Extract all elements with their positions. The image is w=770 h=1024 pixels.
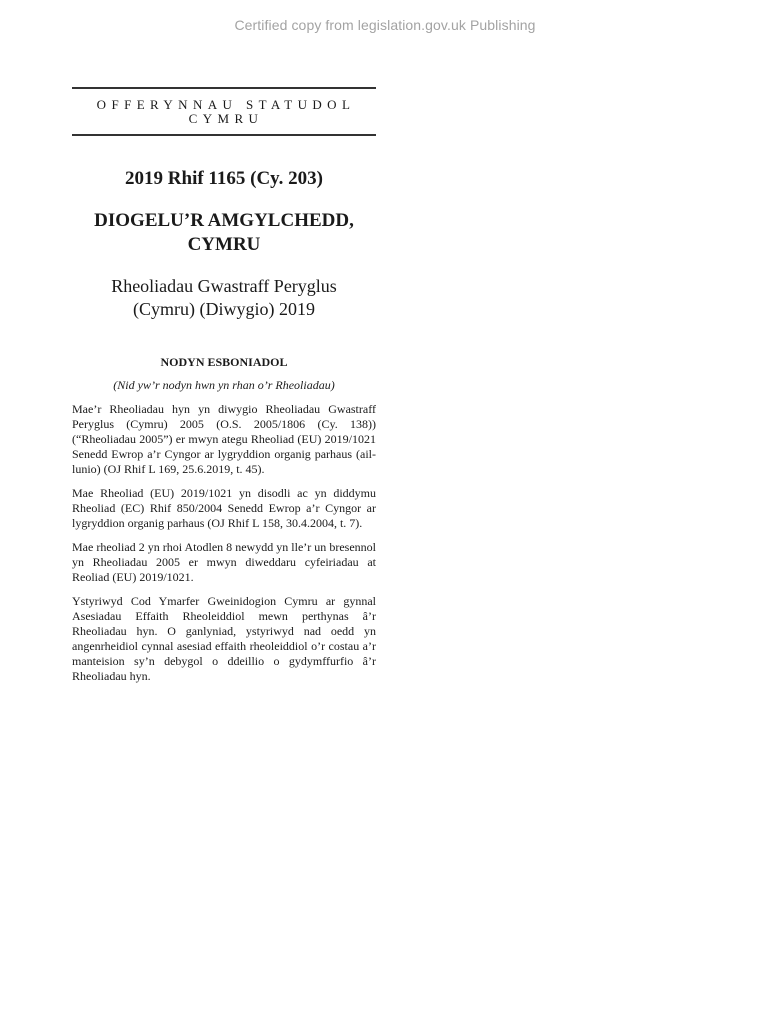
bottom-rule: [72, 134, 376, 136]
note-paragraph: Mae Rheoliad (EU) 2019/1021 yn disodli ac yn diddymu Rheoliad (EC) Rhif 850/2004 Senedd Ewrop a’r Cyngor ar lygryddion organig parhaus (OJ Rhif L 158, 30.4.2004, t. 7).: [72, 486, 376, 530]
series-header: [72, 89, 376, 134]
subject-heading: [72, 209, 376, 257]
title-line-2: (Cymru) (Diwygio) 2019: [133, 299, 315, 319]
subject-line-1: DIOGELU’R AMGYLCHEDD,: [94, 210, 354, 231]
explanatory-note-body: [72, 402, 376, 684]
series-line-1: OFFERYNNAU STATUDOL: [96, 97, 356, 112]
note-paragraph: Mae rheoliad 2 yn rhoi Atodlen 8 newydd yn lle’r un bresennol yn Rheoliadau 2005 er mwyn diweddaru cyfeiriadau at Reoliad (EU) 2019/1021.: [72, 540, 376, 584]
instrument-title: [72, 275, 376, 321]
explanatory-note-heading: NODYN ESBONIADOL: [160, 355, 288, 369]
note-paragraph: Ystyriwyd Cod Ymarfer Gweinidogion Cymru ar gynnal Asesiadau Effaith Rheoleiddiol mewn perthynas â’r Rheoliadau hyn. O ganlyniad, ystyriwyd nad oedd yn angenrheidiol cynnal asesiad effaith rheoleiddiol o’r costau a’r manteision sy’n debygol o ddeillio o gydymffurfio â’r Rheoliadau hyn.: [72, 594, 376, 683]
title-line-1: Rheoliadau Gwastraff Peryglus: [111, 276, 337, 296]
explanatory-note-subheading: (Nid yw’r nodyn hwn yn rhan o’r Rheoliadau): [113, 378, 335, 392]
instrument-number: 2019 Rhif 1165 (Cy. 203): [125, 168, 323, 189]
document-column: [72, 87, 376, 684]
certified-copy-watermark: Certified copy from legislation.gov.uk Publishing: [234, 17, 536, 33]
series-line-2: CYMRU: [188, 111, 264, 126]
note-paragraph: Mae’r Rheoliadau hyn yn diwygio Rheoliadau Gwastraff Peryglus (Cymru) 2005 (O.S. 2005/1806 (Cy. 138)) (“Rheoliadau 2005”) er mwyn ategu Rheoliad (EU) 2019/1021 Senedd Ewrop a’r Cyngor ar lygryddion organig parhaus (ail-lunio) (OJ Rhif L 169, 25.6.2019, t. 45).: [72, 402, 376, 476]
subject-line-2: CYMRU: [187, 234, 261, 255]
